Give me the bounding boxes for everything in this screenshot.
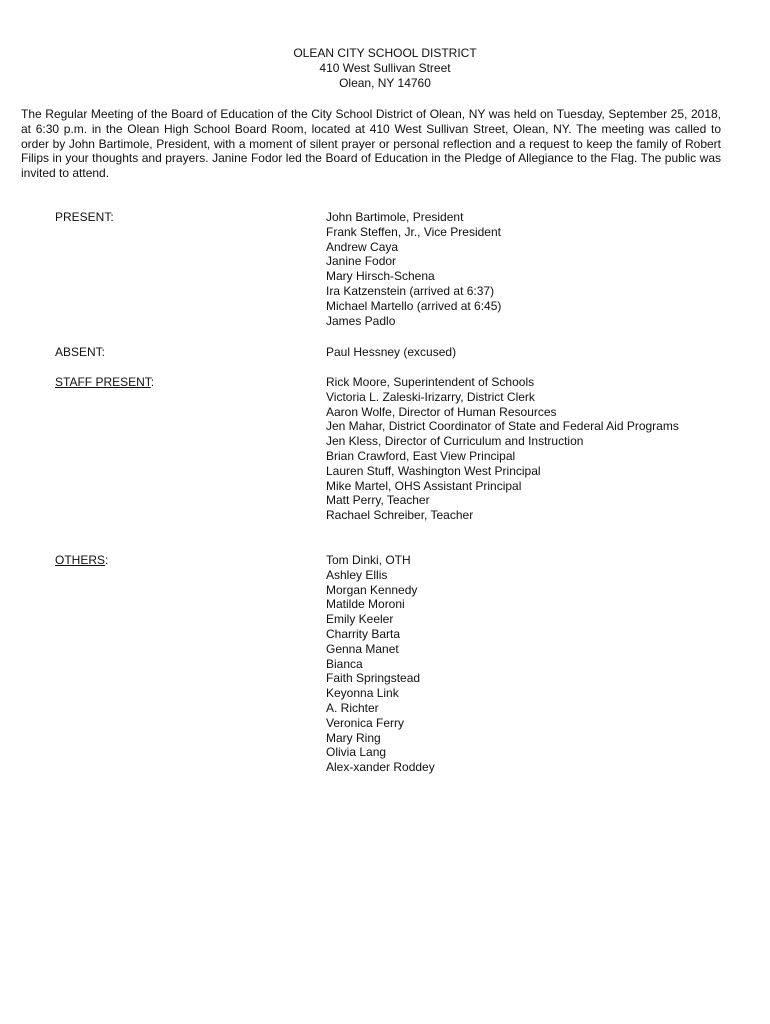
district-city: Olean, NY 14760: [339, 75, 431, 90]
others-label-wrap: [55, 553, 108, 568]
attendee-name: John Bartimole, President: [326, 210, 464, 224]
present-label: PRESENT:: [55, 210, 114, 224]
attendee-name: Rachael Schreiber, Teacher: [326, 508, 474, 523]
absent-label: ABSENT:: [55, 345, 106, 359]
district-name: OLEAN CITY SCHOOL DISTRICT: [293, 46, 477, 60]
attendee-name: Bianca: [326, 656, 363, 671]
attendee-name: Emily Keeler: [326, 612, 394, 627]
attendee-name: Brian Crawford, East View Principal: [326, 448, 516, 463]
attendee-name: Matilde Moroni: [326, 597, 405, 612]
attendee-name: Ashley Ellis: [326, 567, 388, 582]
attendee-name: Faith Springstead: [326, 671, 421, 686]
intro-paragraph: The Regular Meeting of the Board of Education of the City School District of Olean, NY was held on Tuesday, September 25, 2018, at 6:30 p.m. in the Olean High School Board Room, located at 410 West Sullivan Street, Olean, NY. The meeting was called to order by John Bartimole, President, with a moment of silent prayer or personal reflection and a request to keep the family of Robert Filips in your thoughts and prayers. Janine Fodor led the Board of Education in the Pledge of Allegiance to the Flag. The public was invited to attend.: [21, 107, 721, 181]
attendee-name: Janine Fodor: [326, 254, 397, 269]
staff-present-label: STAFF PRESENT: [55, 375, 151, 389]
attendee-name: Tom Dinki, OTH: [326, 553, 411, 567]
others-list: [326, 553, 435, 775]
attendee-name: Andrew Caya: [326, 239, 399, 254]
attendee-name: Keyonna Link: [326, 686, 399, 701]
attendee-name: Charrity Barta: [326, 626, 401, 641]
attendee-name: Jen Mahar, District Coordinator of State and Federal Aid Programs: [326, 419, 679, 434]
attendee-name: Olivia Lang: [326, 745, 387, 760]
staff-present-colon: :: [150, 375, 155, 389]
attendee-name: Veronica Ferry: [326, 715, 405, 730]
attendee-name: Aaron Wolfe, Director of Human Resources: [326, 404, 557, 419]
attendee-name: Ira Katzenstein (arrived at 6:37): [326, 283, 495, 298]
attendee-name: Mike Martel, OHS Assistant Principal: [326, 478, 522, 493]
attendee-name: Paul Hessney (excused): [326, 345, 457, 359]
others-colon: :: [105, 553, 109, 567]
absent-list: [326, 345, 456, 360]
attendee-name: Victoria L. Zaleski-Irizarry, District Clerk: [326, 389, 535, 404]
attendee-name: A. Richter: [326, 700, 379, 715]
attendee-name: Mary Hirsch-Schena: [326, 269, 435, 284]
present-list: [326, 210, 501, 328]
others-label: OTHERS: [55, 553, 106, 567]
attendee-name: Matt Perry, Teacher: [326, 493, 430, 508]
attendee-name: Jen Kless, Director of Curriculum and Instruction: [326, 434, 584, 449]
attendee-name: Mary Ring: [326, 730, 381, 745]
document-header: [0, 46, 770, 90]
attendee-name: Michael Martello (arrived at 6:45): [326, 298, 502, 313]
attendee-name: Lauren Stuff, Washington West Principal: [326, 463, 541, 478]
attendee-name: Genna Manet: [326, 641, 399, 656]
attendee-name: Alex-xander Roddey: [326, 760, 435, 775]
attendee-name: Morgan Kennedy: [326, 582, 418, 597]
attendee-name: Frank Steffen, Jr., Vice President: [326, 224, 501, 239]
district-street: 410 West Sullivan Street: [319, 60, 451, 75]
staff-present-list: [326, 375, 679, 523]
attendee-name: Rick Moore, Superintendent of Schools: [326, 375, 535, 389]
staff-present-label-wrap: [55, 375, 154, 390]
attendee-name: James Padlo: [326, 313, 396, 328]
